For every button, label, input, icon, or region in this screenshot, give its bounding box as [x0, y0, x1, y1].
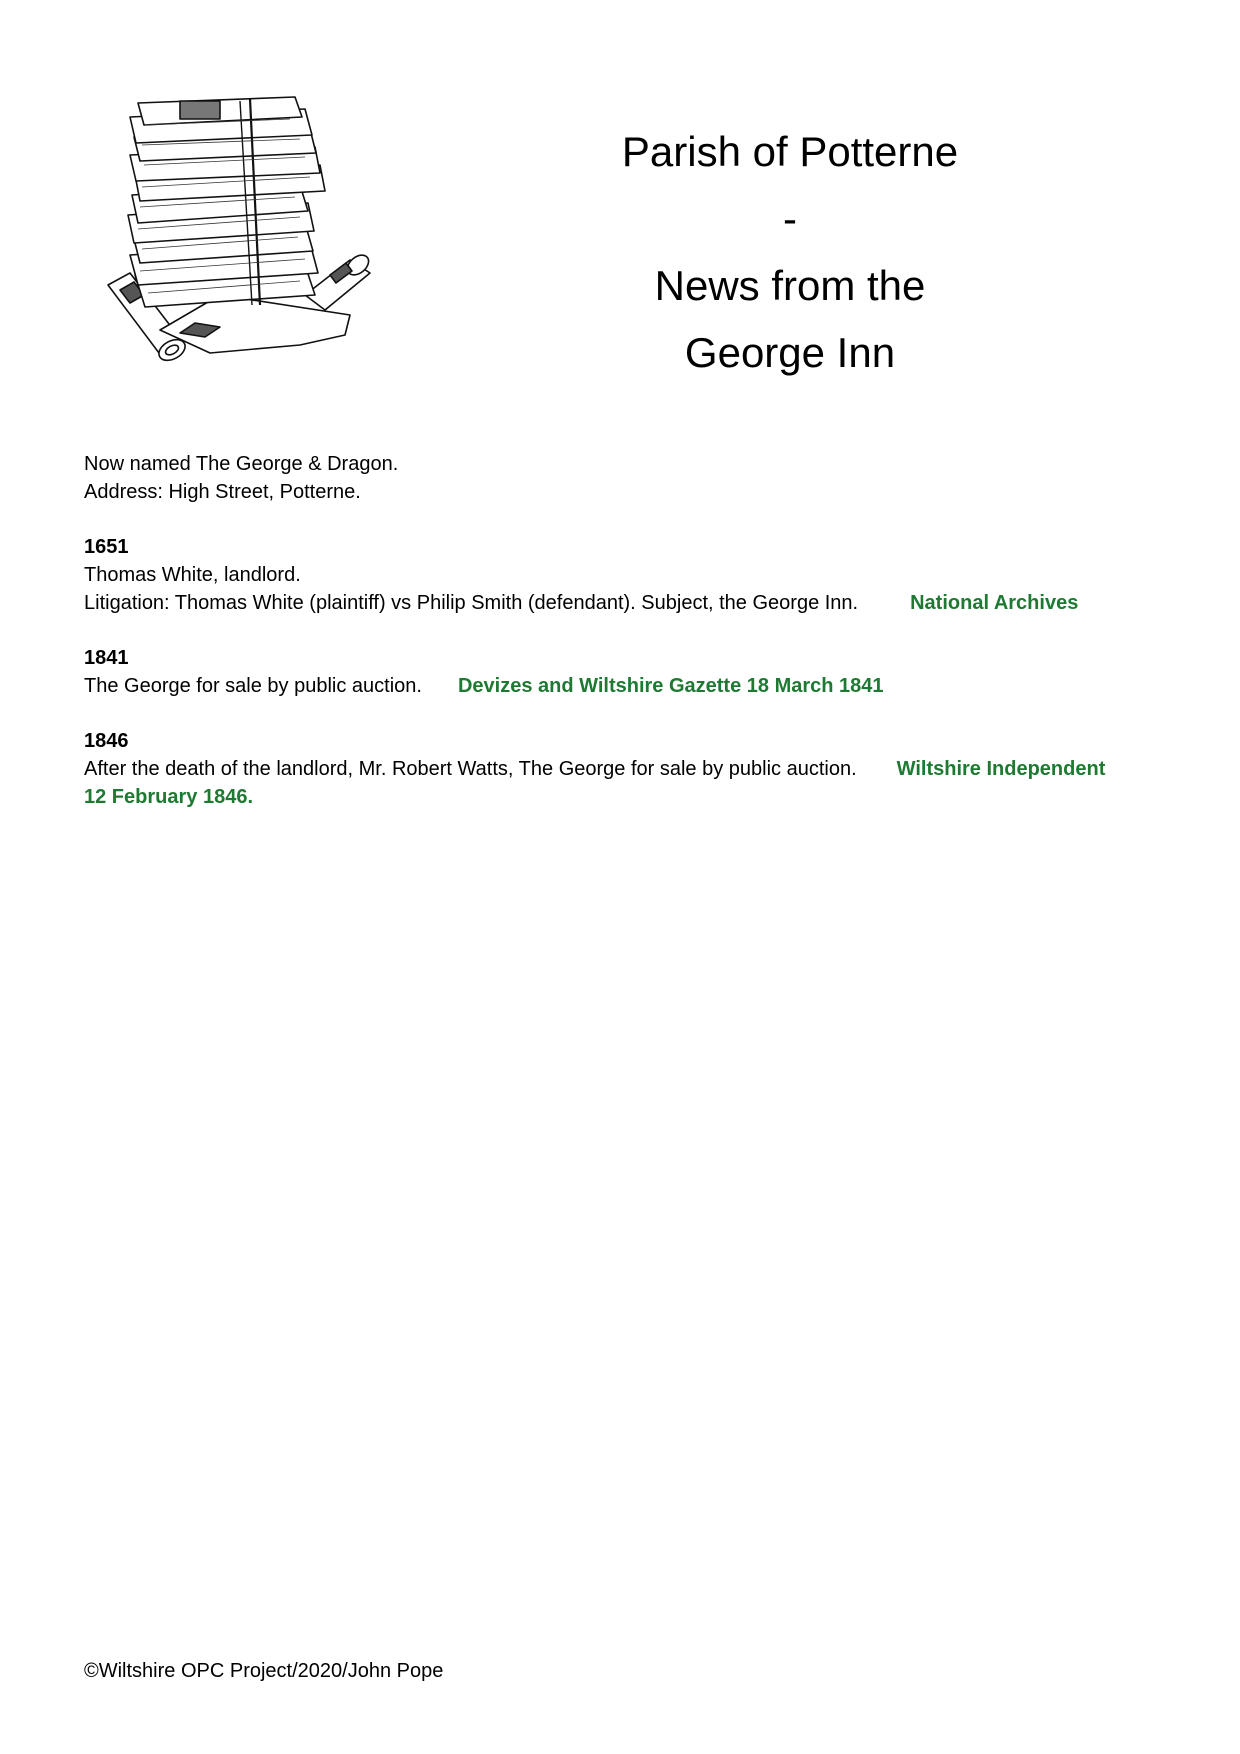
title-line-dash: -: [783, 195, 797, 242]
entry-text: After the death of the landlord, Mr. Robert Watts, The George for sale by public auction.: [84, 758, 857, 780]
entry-source: Devizes and Wiltshire Gazette 18 March 1841: [457, 675, 884, 697]
intro-name: Now named The George & Dragon.: [84, 453, 399, 475]
title-line-inn: George Inn: [684, 329, 896, 376]
title-line-news: News from the: [654, 262, 926, 309]
entry-year: 1651: [84, 536, 129, 558]
entry-source: Wiltshire Independent: [896, 758, 1106, 780]
entry-1841: [84, 644, 1174, 700]
entry-1846: [84, 727, 1174, 811]
entry-text: Litigation: Thomas White (plaintiff) vs Philip Smith (defendant). Subject, the George Inn.: [84, 592, 859, 614]
entry-source: National Archives: [910, 592, 1079, 614]
intro-address: Address: High Street, Potterne.: [84, 481, 361, 503]
entry-source-continued: 12 February 1846.: [84, 786, 253, 808]
entry-year: 1846: [84, 730, 129, 752]
page-title: [565, 118, 1015, 386]
entry-text: The George for sale by public auction.: [84, 675, 422, 697]
entry-1651: [84, 533, 1174, 617]
entry-year: 1841: [84, 647, 129, 669]
document-body: [84, 450, 1174, 811]
entry-text: Thomas White, landlord.: [84, 564, 301, 586]
newspaper-stack-icon: [100, 95, 410, 385]
copyright-footer: ©Wiltshire OPC Project/2020/John Pope: [84, 1660, 444, 1682]
title-line-parish: Parish of Potterne: [621, 128, 959, 175]
